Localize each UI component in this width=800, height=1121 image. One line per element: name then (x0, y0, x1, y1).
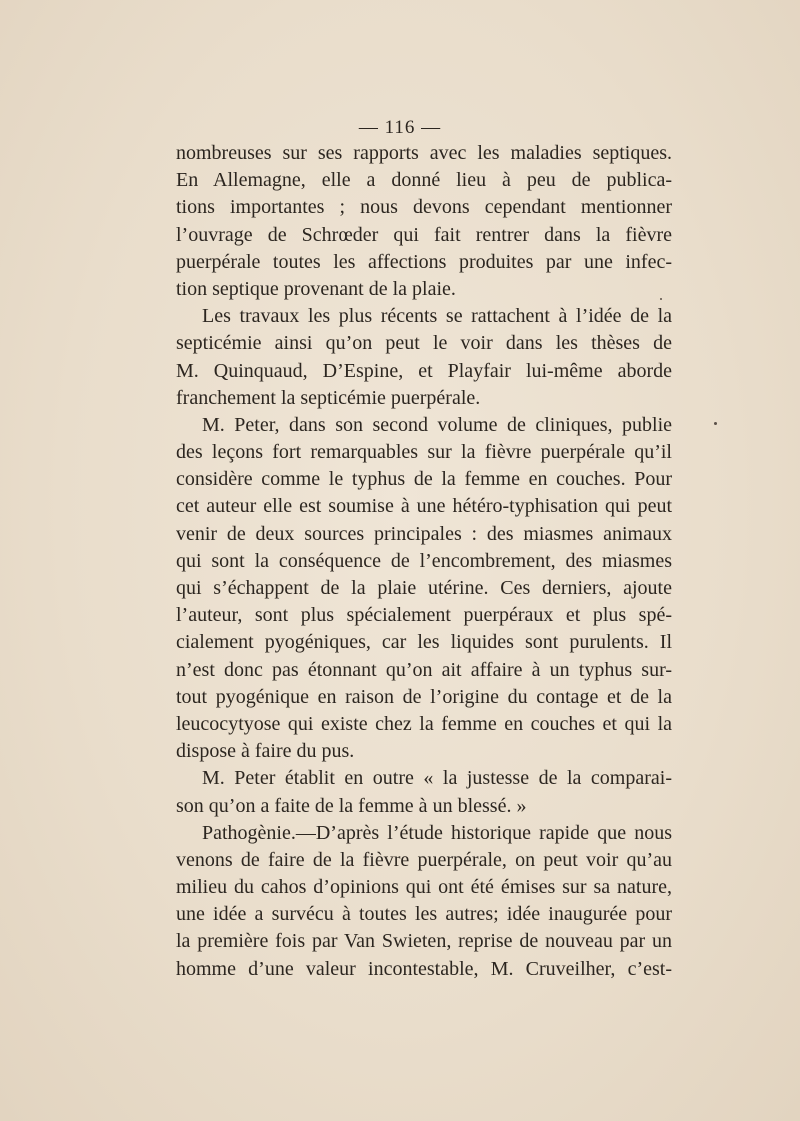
text-line: M. Quinquaud, D’Espine, et Playfair lui-même aborde (176, 359, 672, 382)
text-line: M. Peter, dans son second volume de cliniques, publie (202, 413, 672, 436)
text-line: homme d’une valeur incontestable, M. Cruveilher, c’est- (176, 957, 672, 980)
text-line: Pathogènie.—D’après l’étude historique rapide que nous (202, 821, 672, 844)
text-line: qui s’échappent de la plaie utérine. Ces derniers, ajoute (176, 577, 672, 599)
text-line: son qu’on a faite de la femme à un blessé. » (176, 794, 527, 817)
text-line: puerpérale toutes les affections produites par une infec- (176, 250, 672, 273)
text-line: Les travaux les plus récents se rattachent à l’idée de la (202, 305, 672, 328)
text-line: leucocytyose qui existe chez la femme en couches et qui la (176, 712, 672, 735)
text-line: n’est donc pas étonnant qu’on ait affaire à un typhus sur- (176, 658, 672, 681)
text-line: des leçons fort remarquables sur la fièvre puerpérale qu’il (176, 441, 672, 464)
text-line: septicémie ainsi qu’on peut le voir dans les thèses de (176, 332, 672, 355)
text-line: M. Peter établit en outre « la justesse de la comparai- (202, 767, 672, 790)
paper-speck (660, 298, 662, 300)
text-line: une idée a survécu à toutes les autres; idée inaugurée pour (176, 903, 672, 926)
text-line: milieu du cahos d’opinions qui ont été émises sur sa nature, (176, 876, 672, 899)
text-line: cet auteur elle est soumise à une hétéro-typhisation qui peut (176, 495, 672, 518)
text-line: tions importantes ; nous devons cependant mentionner (176, 196, 672, 219)
text-line: nombreuses sur ses rapports avec les maladies septiques. (176, 142, 672, 164)
text-line: franchement la septicémie puerpérale. (176, 386, 481, 409)
text-line: venir de deux sources principales : des miasmes animaux (176, 522, 672, 545)
text-line: En Allemagne, elle a donné lieu à peu de publica- (176, 169, 672, 192)
text-line: tout pyogénique en raison de l’origine du contage et de la (176, 685, 672, 708)
page-number: — 116 — (358, 117, 442, 138)
body-text (176, 140, 672, 983)
text-line: dispose à faire du pus. (176, 740, 355, 763)
text-line: la première fois par Van Swieten, reprise de nouveau par un (176, 930, 672, 953)
text-line: tion septique provenant de la plaie. (176, 277, 456, 300)
text-line: l’ouvrage de Schrœder qui fait rentrer dans la fièvre (176, 223, 672, 246)
text-line: considère comme le typhus de la femme en couches. Pour (176, 468, 672, 491)
paper-speck (714, 422, 717, 425)
text-line: cialement pyogéniques, car les liquides sont purulents. Il (176, 631, 672, 654)
text-line: venons de faire de la fièvre puerpérale, on peut voir qu’au (176, 848, 672, 871)
text-line: l’auteur, sont plus spécialement puerpéraux et plus spé- (176, 604, 672, 627)
text-line: qui sont la conséquence de l’encombrement, des miasmes (176, 549, 672, 572)
